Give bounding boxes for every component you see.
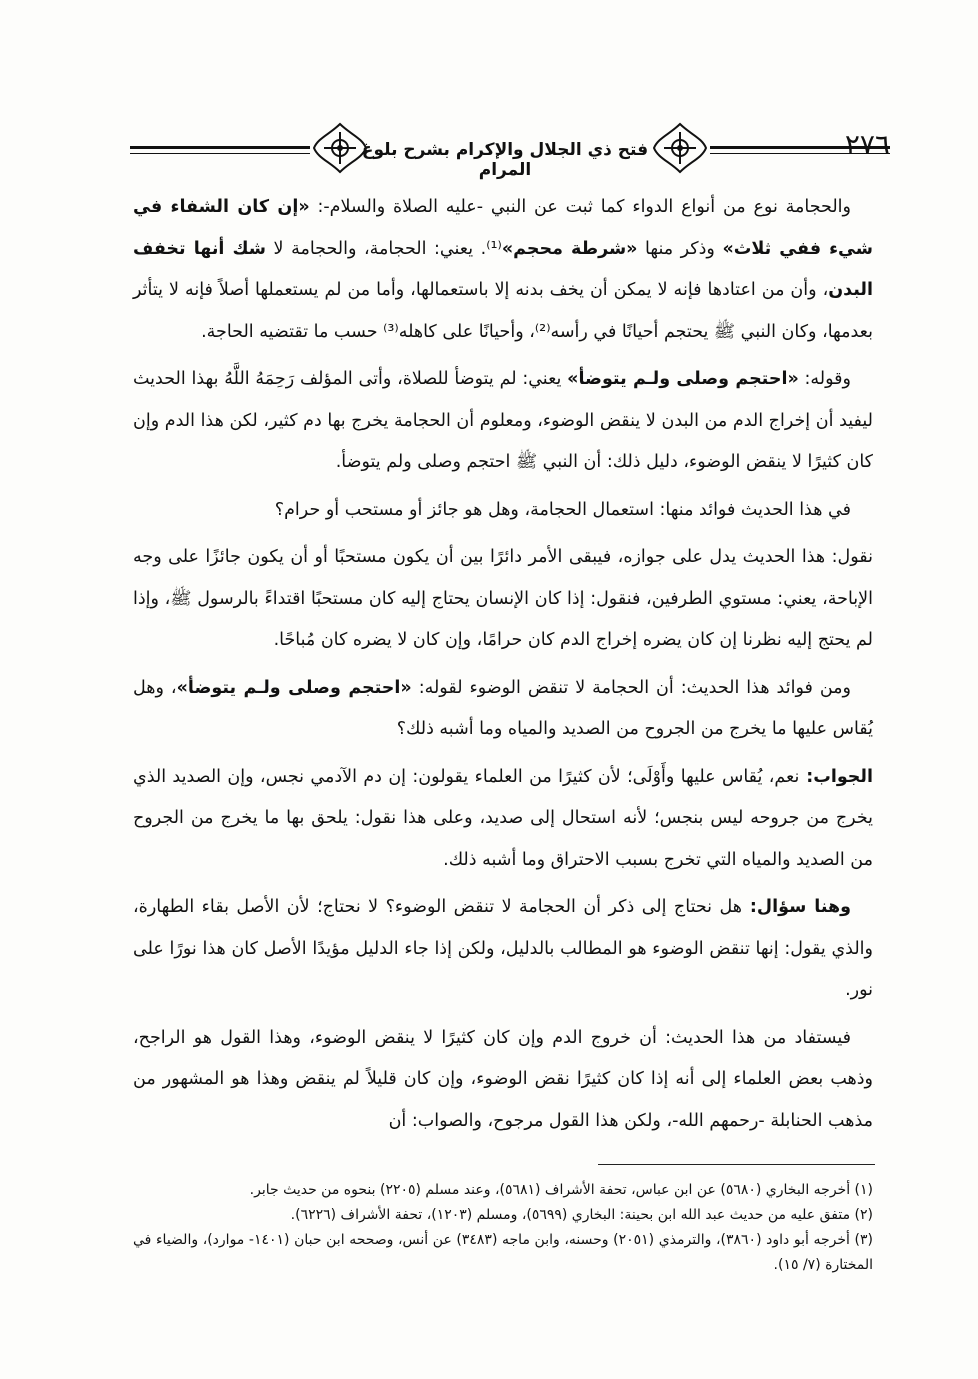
paragraph xyxy=(133,668,873,751)
paragraph xyxy=(133,537,873,662)
text-span: ومن فوائد هذا الحديث: أن الحجامة لا تنقض الوضوء لقوله: xyxy=(411,677,851,698)
footnote: (٣) أخرجه أبو داود (٣٨٦٠)، والترمذي (٢٠٥١) وحسنه، وابن ماجه (٣٤٨٣) عن أنس، وصححه ابن حبان (١٤٠١- موارد)، والضياء في المختارة (٧/ ١٥). xyxy=(133,1232,873,1273)
text-span: وذكر منها xyxy=(637,238,723,259)
ornament-right-icon xyxy=(650,120,710,176)
footnotes xyxy=(133,1178,873,1278)
book-title: فتح ذي الجلال والإكرام بشرح بلوغ المرام xyxy=(361,140,649,180)
paragraph xyxy=(133,1018,873,1143)
paragraph xyxy=(133,887,873,1012)
emphasis: شك أنها تخفف البدن xyxy=(133,238,873,300)
text-span: ، وهل يُقاس عليها ما يخرج من الجروح من الصديد والمياه وما أشبه ذلك؟ xyxy=(133,677,873,739)
text-span: ، وأن من اعتادها فإنه لا يمكن أن يخف بدنه إلا باستعمالها، وأما من لم يستعملها أصلاً فإنه لا يتأثر بعدمها، وكان النبي ﷺ يحتجم أحيانًا في رأسه⁽²⁾، وأحيانًا على كاهله⁽³⁾ حسب ما تقتضيه الحاجة. xyxy=(133,280,873,342)
text-span: والحجامة نوع من أنواع الدواء كما ثبت عن النبي -عليه الصلاة والسلام-: xyxy=(309,197,851,217)
header-rule-left xyxy=(130,146,310,149)
hadith-quote: «احتجم وصلى ولـم يتوضأ» xyxy=(176,677,412,698)
text-span: يعني: لم يتوضأ للصلاة، وأتى المؤلف رَحِمَهُ اللَّهُ بهذا الحديث ليفيد أن إخراج الدم من البدن لا ينقض الوضوء، ومعلوم أن الحجامة يخرج بها دم كثير، لكن هذا الدم وإن كان كثيرًا لا ينقض الوضوء، دليل ذلك: أن النبي ﷺ احتجم وصلى ولم يتوضأ. xyxy=(133,369,873,472)
hadith-quote: «إن كان الشفاء في شيء ففي ثلاث» xyxy=(133,197,873,259)
main-text xyxy=(133,187,873,1148)
page-number: ٢٧٦ xyxy=(844,128,890,161)
page-header xyxy=(130,110,890,180)
text-span: وقوله: xyxy=(798,369,851,389)
question-label: وهنا سؤال: xyxy=(741,897,851,917)
answer-label: الجواب: xyxy=(799,766,873,787)
text-span: في هذا الحديث فوائد منها: استعمال الحجامة، وهل هو جائز أو مستحب أو حرام؟ xyxy=(274,499,851,520)
text-span: فيستفاد من هذا الحديث: أن خروج الدم وإن كان كثيرًا لا ينقض الوضوء، وهذا القول هو الراجح، وذهب بعض العلماء إلى أنه إذا كان كثيرًا نقض الوضوء، وإن كان قليلاً لم ينقض وهذا هو المشهور من مذهب الحنابلة -رحمهم الله-، ولكن هذا القول مرجوح، والصواب: أن xyxy=(133,1027,873,1131)
paragraph xyxy=(133,757,873,882)
text-span: نقول: هذا الحديث يدل على جوازه، فيبقى الأمر دائرًا بين أن يكون مستحبًا أو أن يكون جائزًا على وجه الإباحة، يعني: مستوي الطرفين، فنقول: إذا كان الإنسان يحتاج إليه كان مستحبًا اقتداءً بالرسول ﷺ، وإذا لم يحتج إليه نظرنا إن كان يضره إخراج الدم كان حرامًا، وإن كان لا يضره كان مُباحًا. xyxy=(133,547,873,650)
text-span: نعم، يُقاس عليها وأَوْلَى؛ لأن كثيرًا من العلماء يقولون: إن دم الآدمي نجس، وإن الصديد الذي يخرج من جروحه ليس بنجس؛ لأنه استحال إلى صديد، وعلى هذا نقول: يلحق بها ما يخرج من الجروح من الصديد والمياه التي تخرج بسبب الاحتراق وما أشبه ذلك. xyxy=(133,766,873,870)
footnote: (١) أخرجه البخاري (٥٦٨٠) عن ابن عباس، تحفة الأشراف (٥٦٨١)، وعند مسلم (٢٢٠٥) بنحوه من حديث جابر. xyxy=(249,1182,873,1198)
footnote: (٢) متفق عليه من حديث عبد الله ابن بحينة: البخاري (٥٦٩٩)، ومسلم (١٢٠٣)، تحفة الأشراف (٦٢٢٦). xyxy=(290,1207,873,1223)
footnote-separator xyxy=(598,1164,875,1165)
header-rule-left-thin xyxy=(130,153,310,154)
paragraph xyxy=(133,359,873,484)
hadith-quote: «احتجم وصلى ولـم يتوضأ» xyxy=(567,369,799,389)
paragraph xyxy=(133,187,873,353)
hadith-quote: «شرطة محجم» xyxy=(501,238,638,259)
text-span: هل نحتاج إلى ذكر أن الحجامة لا تنقض الوضوء؟ لا نحتاج؛ لأن الأصل بقاء الطهارة، والذي يقول: إنها تنقض الوضوء هو المطالب بالدليل، ولكن إذا جاء الدليل مؤيدًا الأصل كان هذا نورًا على نور. xyxy=(133,897,873,1000)
text-span: ⁽¹⁾. يعني: الحجامة، والحجامة لا xyxy=(265,238,502,259)
paragraph xyxy=(133,490,873,532)
